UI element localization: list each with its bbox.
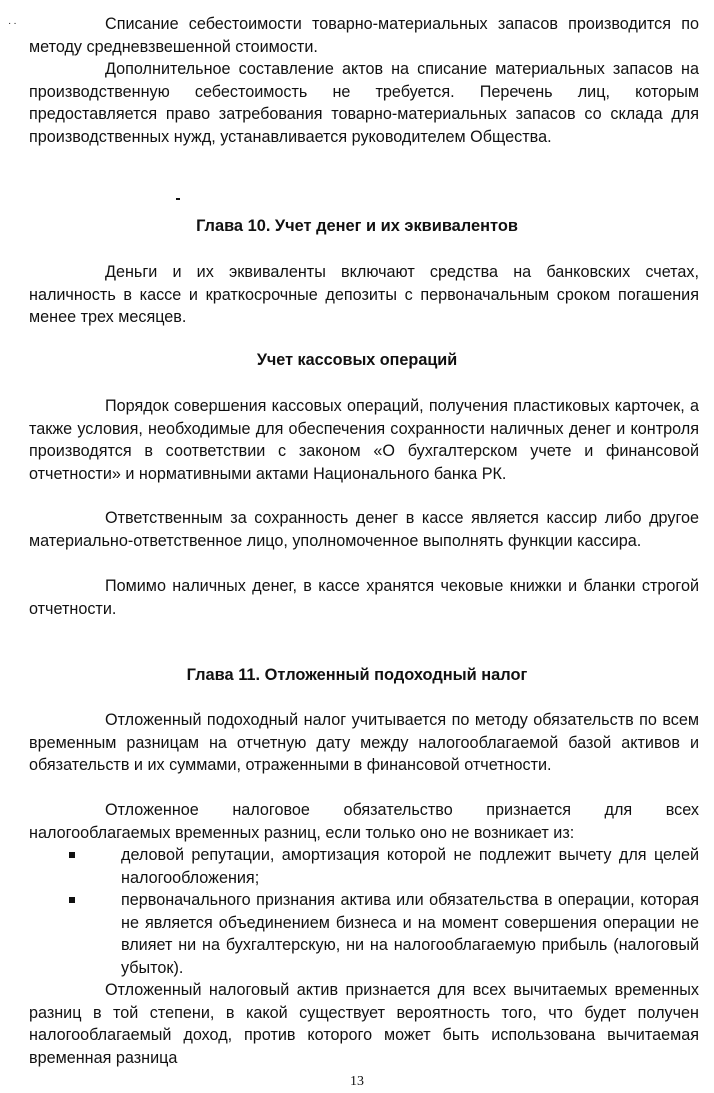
paragraph-deferred-tax-liability: Отложенное налоговое обязательство признается для всех налогооблагаемых временных разниц, если только оно не возникает из: [29, 801, 699, 842]
paragraph-deferred-tax-method: Отложенный подоходный налог учитывается по методу обязательств по всем временным разницам на отчетную дату между налогооблагаемой базой активов и обязательств и их суммами, отраженными в финансовой отчетности. [29, 711, 699, 774]
page-number: 13 [350, 1074, 364, 1089]
paragraph-cash-procedures: Порядок совершения кассовых операций, получения пластиковых карточек, а также условия, необходимые для обеспечения сохранности наличных денег и контроля производятся в соответствии с законом «О бухгалтерском учете и финансовой отчетности» и нормативными актами Национального банка РК. [29, 397, 699, 483]
list-item-text: деловой репутации, амортизация которой не подлежит вычету для целей налогообложения; [121, 846, 699, 887]
paragraph-writeoff-acts: Дополнительное составление актов на списание материальных запасов на производственную себестоимость не требуется. Перечень лиц, которым предоставляется право затребования товарно-материальных запасов со склада для производственных нужд, устанавливается руководителем Общества. [29, 60, 699, 146]
paragraph-cash-equivalents: Деньги и их эквиваленты включают средства на банковских счетах, наличность в кассе и краткосрочные депозиты с первоначальным сроком погашения менее трех месяцев. [29, 263, 699, 326]
paragraph-cashier-responsibility: Ответственным за сохранность денег в кассе является кассир либо другое материально-ответственное лицо, уполномоченное выполнять функции кассира. [29, 509, 699, 550]
chapter-11-title: Глава 11. Отложенный подоходный налог [186, 666, 528, 684]
section-cash-operations-title: Учет кассовых операций [256, 351, 458, 369]
scan-artifact: ·· [8, 18, 19, 29]
list-item-text: первоначального признания актива или обязательства в операции, которая не является объединением бизнеса и на момент совершения операции не влияет ни на бухгалтерскую, ни на налогооблагаемую прибыль (налоговый убыток). [121, 891, 699, 977]
scan-mark [176, 198, 180, 200]
paragraph-checkbooks: Помимо наличных денег, в кассе хранятся чековые книжки и бланки строгой отчетности. [29, 577, 699, 618]
chapter-10-title: Глава 10. Учет денег и их эквивалентов [196, 217, 518, 235]
bullet-square-icon [69, 852, 75, 858]
paragraph-writeoff-method: Списание себестоимости товарно-материальных запасов производится по методу средневзвешенной стоимости. [29, 15, 699, 56]
paragraph-deferred-tax-asset: Отложенный налоговый актив признается для всех вычитаемых временных разниц в той степени, в какой существует вероятность того, что будет получен налогооблагаемый доход, против которого может быть использована вычитаемая временная разница [29, 981, 699, 1067]
bullet-square-icon [69, 897, 75, 903]
